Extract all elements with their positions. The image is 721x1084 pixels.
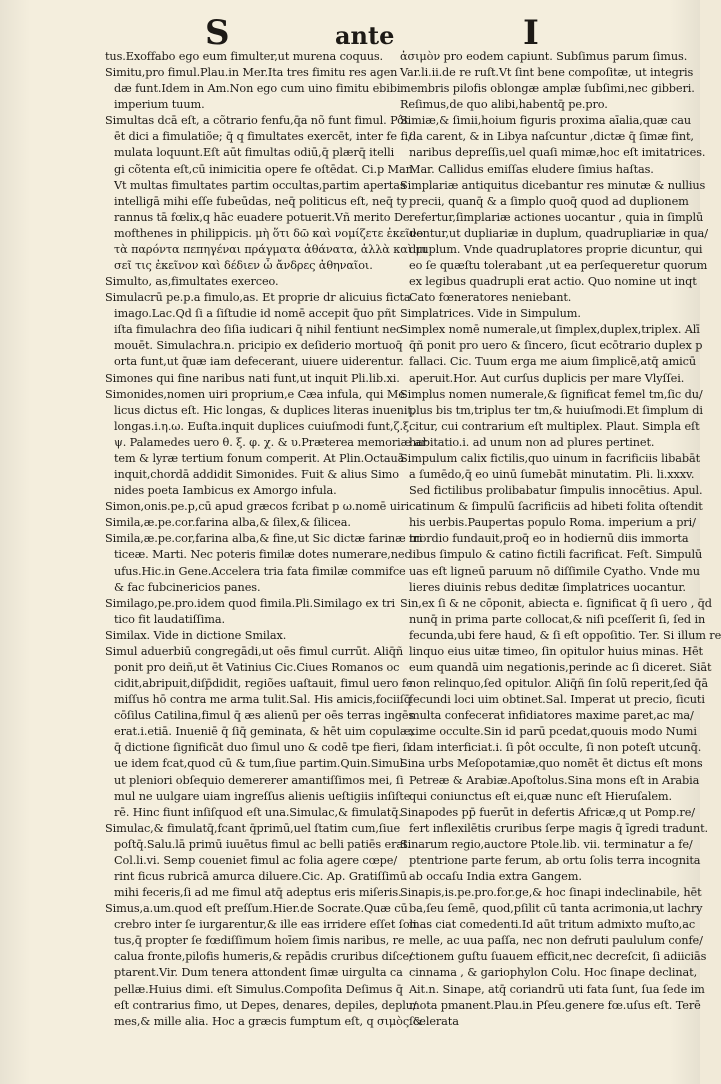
text-line: xime occulte.Sin id parū pcedat,quouis modo Numi [409, 725, 697, 739]
text-line: imperium tuum. [114, 98, 205, 112]
text-line: mofthenes in philippicis. μὴ ὅτι δῶ καὶ νομίζετε ἐκεῖνο [114, 226, 424, 240]
text-line: ptarent.Vir. Dum tenera attondent ſimæ uirgulta ca [114, 966, 403, 980]
text-line: orta funt,ut q̄uæ iam defecerant, uiuere uiderentur. [114, 355, 404, 369]
text-line: melle, ac uua paſſa, nec non defruti paululum confe/ [409, 934, 703, 948]
text-line: inquit,chordā addidit Simonides. Fuit & alius Simo [114, 468, 399, 482]
text-line: a ſumēdo,q̄ eo uinū ſumebāt minutatim. Pli. li.xxxv. [409, 468, 695, 482]
text-line: tico fit laudatiſſima. [114, 612, 225, 626]
text-line: ēt dici a fimulatiõe; q̄ q fimultates exercēt, inter fe fi/ [114, 130, 412, 144]
text-line: Simulac,& fimulatq̄,fcant q̄primū,uel ſtatim cum,ſiue [105, 821, 401, 835]
text-line: miſſus hō contra me arma tulit.Sal. His amicis,fociiſq̄ [114, 693, 412, 707]
header-initial-i: I [523, 13, 539, 53]
text-line: Var.li.ii.de re ruſt.Vt ſint bene compoſitæ, ut integris [400, 66, 694, 80]
text-line: Simulto, as,fimultates exerceo. [105, 275, 279, 289]
text-line: Simplatrices. Vide in Simpulum. [400, 307, 581, 321]
text-line: da carent, & in Libya naſcuntur ,dictæ q̄ ſimæ fint, [409, 130, 694, 144]
text-line: linquo eius uitæ timeo, ſin opitulor huius minas. Hēt [409, 644, 703, 658]
text-line: Simiæ,& ſimii,hoium figuris proxima aīalia,quæ cau [400, 114, 691, 128]
text-line: refertur,ſimplariæ actiones uocantur , quia in ſimplū [409, 210, 704, 224]
text-line: mulata loquunt.Eſt aūt fimultas odiū,q̄ plærq̄ itelli [114, 146, 395, 160]
text-line: rannus tā fœlix,q hāc euadere potuerit.Vñ merito De [114, 210, 410, 224]
text-line: & fac fubcinericios panes. [114, 580, 261, 594]
text-line: iſta fimulachra deo ſiſia iudicari q̄ nihil fentiunt nec [114, 323, 403, 337]
text-line: eum quandā uim negationis,perinde ac ſi diceret. Siāt [409, 660, 712, 674]
text-line: licus dictus eſt. Hic longas, & duplices literas inuenit, [114, 403, 416, 417]
text-line: cinnama , & gariophylon Colu. Hoc ſinape declinat, [409, 966, 698, 980]
text-line: Simus,a.um.quod eſt preſſum.Hier.de Socrate.Quæ cū [105, 902, 408, 916]
text-line: dæ funt.Idem in Am.Non ego cum uino fimitu ebibi [114, 82, 401, 96]
text-line: calua fronte,pilofis humeris,& repādis cruribus diſce/ [114, 950, 413, 964]
text-line: rē. Hinc fiunt inſiſquod eſt una.Simulac,& fimulatq̄. [114, 805, 402, 819]
left-column [105, 49, 428, 1069]
text-line: fecundi loci uim obtinet.Sal. Imperat ut precio, ſicuti [409, 693, 705, 707]
text-line: druplum. Vnde quadruplatores proprie dicuntur, qui [409, 242, 703, 256]
text-line: Cato fœneratores neniebant. [409, 291, 572, 305]
text-line: Mar. Callidus emiſſas eludere ſimius haſtas. [409, 162, 654, 176]
text-line: Simonides,nomen uiri proprium,e Cæa infula, qui Me [105, 387, 405, 401]
text-line: Similax. Vide in dictione Smilax. [105, 628, 287, 642]
text-line: eſt contrarius fimo, ut Depes, denares, depiles, deplu/ [114, 998, 417, 1012]
text-line: plus bis tm,triplus ter tm,& huiuſmodi.Et ſimplum di [409, 403, 703, 417]
text-line: ue idem fcat,quod cū & tum,ſiue partim.Quin.Simul [114, 757, 404, 771]
text-line: ticeæ. Marti. Nec poteris fimilæ dotes numerare,nec [114, 548, 411, 562]
text-line: Simitu,pro fimul.Plau.in Mer.Ita tres fimitu res agen [105, 66, 398, 80]
text-line: mihi feceris,ſi ad me fimul atq̄ adeptus eris miſeris. [114, 886, 402, 900]
text-line: Simulacrū pe.p.a fimulo,as. Et proprie dr alicuius ficta [105, 291, 411, 305]
text-line: ponit pro deiñ,ut ēt Vatinius Cic.Ciues Romanos oc [114, 660, 400, 674]
text-line: ptentrione parte ferum, ab ortu ſolis terra incognita [409, 853, 701, 867]
text-line: non relinquo,ſed opitulor. Aliq̄ñ ſin ſolū reperit,ſed q̄ā [409, 677, 709, 691]
right-column [400, 49, 721, 1069]
text-line: longas.i.η.ω. Euſta.inquit duplices cuiuſmodi funt,ζ.ξ. [114, 419, 413, 433]
text-line: poſtq̄.Salu.lā primū iuuētus fimul ac belli patiēs erat. [114, 837, 411, 851]
header-title: ante [335, 21, 395, 50]
text-line: Sinapodes pp̄ fuerūt in defertis Africæ,q ut Pomp.re/ [400, 805, 695, 819]
text-line: intelligā mihi eſſe fubeūdas, neq̄ politicus eſt, neq̄ ty [114, 194, 408, 208]
text-line: Simila,æ.pe.cor,farina alba,& fine,ut Sic dictæ farinæ tri [105, 532, 423, 546]
text-line: mul ne uulgare uiam ingreſſus alienis ueſtigiis inſiſte [114, 789, 411, 803]
text-line: catinum & ſimpulū ſacrificiis ad hibeti folita oſtendit [409, 500, 703, 514]
text-line: Ait.n. Sinape, atq̄ coriandrū uti fata ſunt, ſua ſede im [409, 982, 705, 996]
text-line: Simplus nomen numerale,& ſignificat femel tm,ſic du/ [400, 387, 703, 401]
text-line: Simul aduerbiū congregādi,ut oēs fimul currūt. Aliq̄ñ [105, 644, 404, 658]
text-line: mes,& mille alia. Hoc a græcis fumptum eſt, q σιμὸς & [114, 1014, 423, 1028]
text-line: Reſimus,de quo alibi,habentq̄ pe.pro. [400, 98, 608, 112]
text-line: Simplex nomē numerale,ut ſimplex,duplex,triplex. Alī [400, 323, 700, 337]
text-line: fallaci. Cic. Tuum erga me aium ſimplicē,atq̄ amicū [409, 355, 697, 369]
text-line: Sinarum regio,auctore Ptole.lib. vii. terminatur a fe/ [400, 837, 693, 851]
text-line: Simila,æ.pe.cor.farina alba,& ſilex,& ſilicea. [105, 516, 351, 530]
text-line: ex legibus quadrupli erat actio. Quo nomine ut inqt [409, 275, 697, 289]
text-line: ctionem guſtu ſuauem efficit,nec decreſcit, ſi adiiciās [409, 950, 707, 964]
text-line: mouēt. Simulachra.n. pricipio ex deſiderio mortuoq̄ [114, 339, 403, 353]
text-line: Simon,onis.pe.p,cū apud græcos fcribat p ω.nomē uiri [105, 500, 410, 514]
text-line: Simplariæ antiquitus dicebantur res minutæ & nullius [400, 178, 706, 192]
text-line: ufus.Hic.in Gene.Accelera tria fata fimilæ commifce [114, 564, 406, 578]
text-line: q̄ñ ponit pro uero & ſincero, ſicut ecōtrario duplex p [409, 339, 703, 353]
text-line: tus.Exoffabo ego eum fimulter,ut murena coquus. [105, 50, 384, 63]
text-line: mota pmanent.Plau.in Pſeu.genere fœ.uſus eſt. Terē [409, 998, 701, 1012]
text-line: ba,ſeu ſemē, quod,pſilit cū tanta acrimonia,ut lachry [409, 902, 703, 916]
text-line: fert inflexilētis cruribus ſerpe magis q̄ īgredi tradunt. [409, 821, 709, 835]
text-line: mordio fundauit,proq̄ eo in hodiernū diis immorta [409, 532, 689, 546]
text-line: tus,q̄ propter ſe fœdiſſimum hoīem ſimis naribus, re [114, 934, 405, 948]
text-line: erat.i.etiā. Inueniē q̄ ſiq̄ geminata, & hēt uim copulæ, [114, 725, 414, 739]
text-line: qui coniunctus eſt ei,quæ nunc eſt Hieruſalem. [409, 789, 672, 803]
text-line: dentur,ut dupliariæ in duplum, quadrupliariæ in qua/ [409, 226, 708, 240]
text-line: nunq̄ in prima parte collocat,& niſi pceſſerit ſi, ſed in [409, 612, 706, 626]
text-line: rint ficus rubricā amurca diluere.Cic. Ap. Gratiſſimū [114, 869, 407, 883]
text-line: precii, quanq̄ & a ſimplo quoq̄ quod ad duplionem [409, 194, 689, 208]
text-line: aperuit.Hor. Aut curſus duplicis per mare Vlyſſei. [409, 371, 685, 385]
text-line: Similago,pe.pro.idem quod fimila.Pli.Similago ex tri [105, 596, 396, 610]
text-line: tem & lyræ tertium fonum comperit. At Plin.Octauā [114, 451, 405, 465]
text-line: libus ſimpulo & catino fictili facrificat. Feſt. Simpulū [409, 548, 703, 562]
text-line: Simultas dcā eſt, a cõtrario fenfu,q̄a nõ funt fimul. Pôt [105, 114, 409, 128]
text-line: Sed fictilibus prolibabatur ſimpulis innocētius. Apul. [409, 484, 703, 498]
text-line: σεῖ τις ἐκεῖνον καὶ δέδιεν ὦ ἄνδρες ἀθηναῖοι. [114, 259, 373, 273]
text-line: ſcelerata [409, 1014, 459, 1028]
text-line: Sinapis,is.pe.pro.for.ge,& hoc ſinapi indeclinabile, hēt [400, 886, 702, 900]
text-line: lieres diuinis rebus deditæ ſimplatrices uocantur. [409, 580, 686, 594]
text-line: Vt multas fimultates partim occultas,partim apertas [114, 178, 406, 192]
text-line: mas ciat comedenti.Id aūt tritum admixto muſto,ac [409, 918, 696, 932]
text-line: nides poeta Iambicus ex Amorgo infula. [114, 484, 337, 498]
text-line: ψ. Palamedes uero θ. ξ. φ. χ. & υ.Præterea memoriæ ar [114, 435, 427, 449]
text-line: Petreæ & Arabiæ.Apoſtolus.Sina mons eſt in Arabia [409, 773, 700, 787]
text-line: eo ſe quæſtu tolerabant ,ut ea perſequeretur quorum [409, 259, 708, 273]
text-line: citur, cui contrarium eſt multiplex. Plaut. Simpla eſt [409, 419, 700, 433]
text-line: ab occaſu India extra Gangem. [409, 869, 582, 883]
text-line: naribus depreſſis,uel quaſi mimæ,hoc eſt imitatrices. [409, 146, 706, 160]
running-header [0, 14, 700, 54]
text-line: pellæ.Huius dimi. eſt Simulus.Compoſita Deſimus q̄ [114, 982, 403, 996]
text-line: Sina urbs Meſopotamiæ,quo nomēt ēt dictus eſt mons [400, 757, 703, 771]
text-line: τὰ παρόντα πεπηγέναι πράγματα ἀθάνατα, ἀλλὰ καὶ μι [114, 242, 428, 256]
text-line: fecunda,ubi fere haud, & ſi eſt oppoſitio. Ter. Si illum re [409, 628, 721, 642]
text-line: gi cõtenta eſt,cū inimicitia opere fe oſtēdat. Ci.p Man. [114, 162, 417, 176]
text-line: his uerbis.Paupertas populo Roma. imperium a pri/ [409, 516, 696, 530]
header-initial-s: S [205, 13, 230, 53]
text-line: crebro inter ſe iurgarentur,& ille eas irridere eſſet ſoli [114, 918, 417, 932]
text-line: cidit,abripuit,diſp̄didit, regiões uaſtauit, fimul uero fe [114, 677, 413, 691]
text-line: dam interficiat.i. ſi pôt occulte, ſi non poteſt utcunq̄. [409, 741, 702, 755]
text-line: q̄ dictione ſignificāt duo ſimul uno & codē tpe fieri, ſi [114, 741, 411, 755]
text-line: Sin,ex ſi & ne cōponit, abiecta e. ſignificat q̄ ſi uero , q̄d [400, 596, 712, 610]
text-line: Simpulum calix fictilis,quo uinum in facrificiis libabāt [400, 451, 700, 465]
text-line: multa confecerat infidiatores maxime paret,ac ma/ [409, 709, 694, 723]
text-line: imago.Lac.Qd ſi a ſiſtudie id nomē accepit q̄uo pñt [114, 307, 396, 321]
text-line: ut pleniori obſequio demererer amantiſſimos mei, ſi [114, 773, 404, 787]
text-line: Simones qui fine naribus nati funt,ut inquit Pli.lib.xi. [105, 371, 400, 385]
text-line: ἀσιμὸν pro eodem capiunt. Subſimus parum ſimus. [400, 50, 688, 63]
text-line: habitatio.i. ad unum non ad plures pertinet. [409, 435, 655, 449]
text-line: membris pilofis oblongæ amplæ ſubſimi,nec gibberi. [400, 82, 695, 96]
text-line: cōſilus Catilina,fimul q̄ æs alienū per oēs terras ingēs [114, 709, 415, 723]
text-line: uas eſt ligneū paruum nō diſſimile Cyatho. Vnde mu [409, 564, 700, 578]
text-line: Col.li.vi. Semp coueniet fimul ac folia agere cœpe/ [114, 853, 397, 867]
